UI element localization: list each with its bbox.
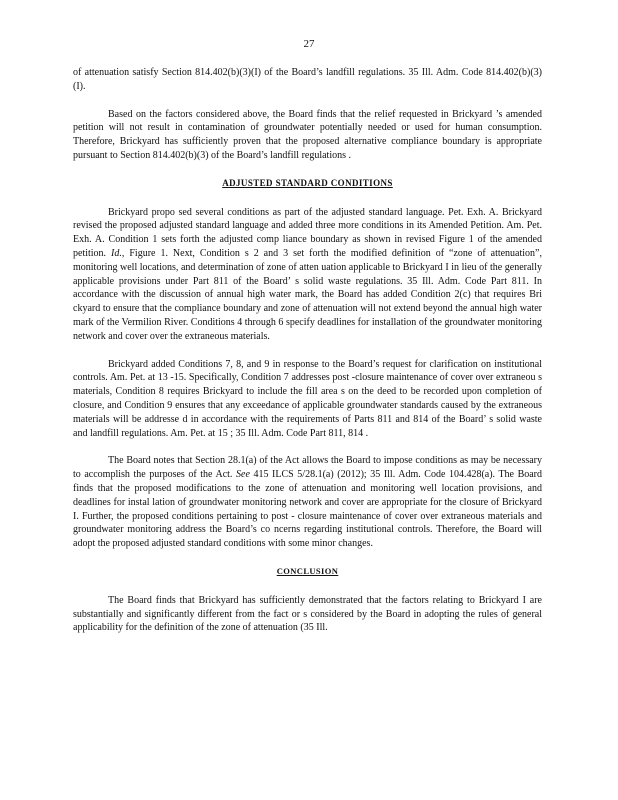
- paragraph-board-finding-relief: Based on the factors considered above, the Board finds that the relief requested in Brickyard ’s amended petition will not result in contamination of groundwater potentially needed or used for human consumption. Therefore, Brickyard has sufficiently proven that the proposed alternative compliance boundary is appropriate pursuant to Section 814.402(b)(3) of the Board’s landfill regulations .: [73, 108, 542, 161]
- page-number: 27: [303, 38, 315, 50]
- paragraph-text-part: , Figure 1. Next, Condition s 2 and 3 set forth the modified definition of “zone of attenuation”, monitoring well locations, and determination of zone of atten uation applicable to Brickyard I in lieu of the generally applicable provisions under Part 811 of the Board’ s solid waste regulations. 35 Ill. Adm. Code Part 811. In accordance with the discussion of annual high water mark, the Board has added Condition 2(c) that requires Bri ckyard to ensure that the compliance boundary and zone of attenuation will not extend beyond the annual high water mark of the Vermilion River. Conditions 4 through 6 specify deadlines for installation of the groundwater monitoring network and cover over the extraneous materials.: [73, 247, 542, 342]
- citation-see: See: [236, 469, 250, 481]
- paragraph-institutional-controls: Brickyard added Conditions 7, 8, and 9 in response to the Board’s request for clarification on institutional controls. Am. Pet. at 13 -15. Specifically, Condition 7 addresses post -closure maintenance of cover over extraneou s materials, Condition 8 requires Brickyard to include the fill area s on the deed to be recorded upon completion of closure, and Condition 9 ensures that any exceedance of applicable groundwater standards caused by the extraneous materials will be addresse d in accordance with the requirements of Parts 811 and 814 of the Board’ s solid waste and landfill regulations. Am. Pet. at 15 ; 35 Ill. Adm. Code Part 811, 814 .: [73, 358, 542, 439]
- section-heading-conclusion: [73, 565, 542, 579]
- paragraph-conclusion: The Board finds that Brickyard has sufficiently demonstrated that the factors relating to Brickyard I are substantially and significantly different from the fact or s considered by the Board in adopting the rules of general applicability for the definition of the zone of attenuation (35 Ill.: [73, 594, 542, 634]
- citation-id: Id.: [111, 247, 122, 259]
- paragraph-text-part: 415 ILCS 5/28.1(a) (2012); 35 Ill. Adm. Code 104.428(a). The Board finds that the proposed modifications to the zone of attenuation and monitoring well location provisions, and deadlines for instal lation of groundwater monitoring network and cover are appropriate for the closure of Brickyard I. Further, the proposed conditions pertaining to post - closure maintenance of cover over extraneous materials and groundwater monitoring address the Board’s co ncerns regarding institutional controls. Therefore, the Board will adopt the proposed adjusted standard conditions with some minor changes.: [73, 469, 543, 550]
- paragraph-board-notes-section: [73, 454, 542, 551]
- paragraph-attenuation-regulation: of attenuation satisfy Section 814.402(b)(3)(I) of the Board’s landfill regulations. 35 Ill. Adm. Code 814.402(b)(3)(I).: [73, 67, 542, 92]
- document-body: [73, 66, 542, 649]
- section-heading-adjusted-standard-conditions: [73, 177, 542, 191]
- heading-text: CONCLUSION: [276, 565, 339, 576]
- paragraph-text-part: The Board notes that Section 28.1(a) of the Act allows the Board to impose conditions as may be necessary to accomplish the purposes of the Act.: [73, 455, 542, 481]
- heading-text: ADJUSTED STANDARD CONDITIONS: [222, 177, 393, 188]
- paragraph-proposed-conditions: [73, 206, 542, 344]
- paragraph-text-part: Brickyard propo sed several conditions as part of the adjusted standard language. Pet. Exh. A. Brickyard revised the proposed adjusted standard language and added three more conditions in its Amended Petition. Am. Pet. Exh. A. Condition 1 sets forth the adjusted comp liance boundary as shown in revised Figure 1 of the amended petition.: [73, 206, 542, 259]
